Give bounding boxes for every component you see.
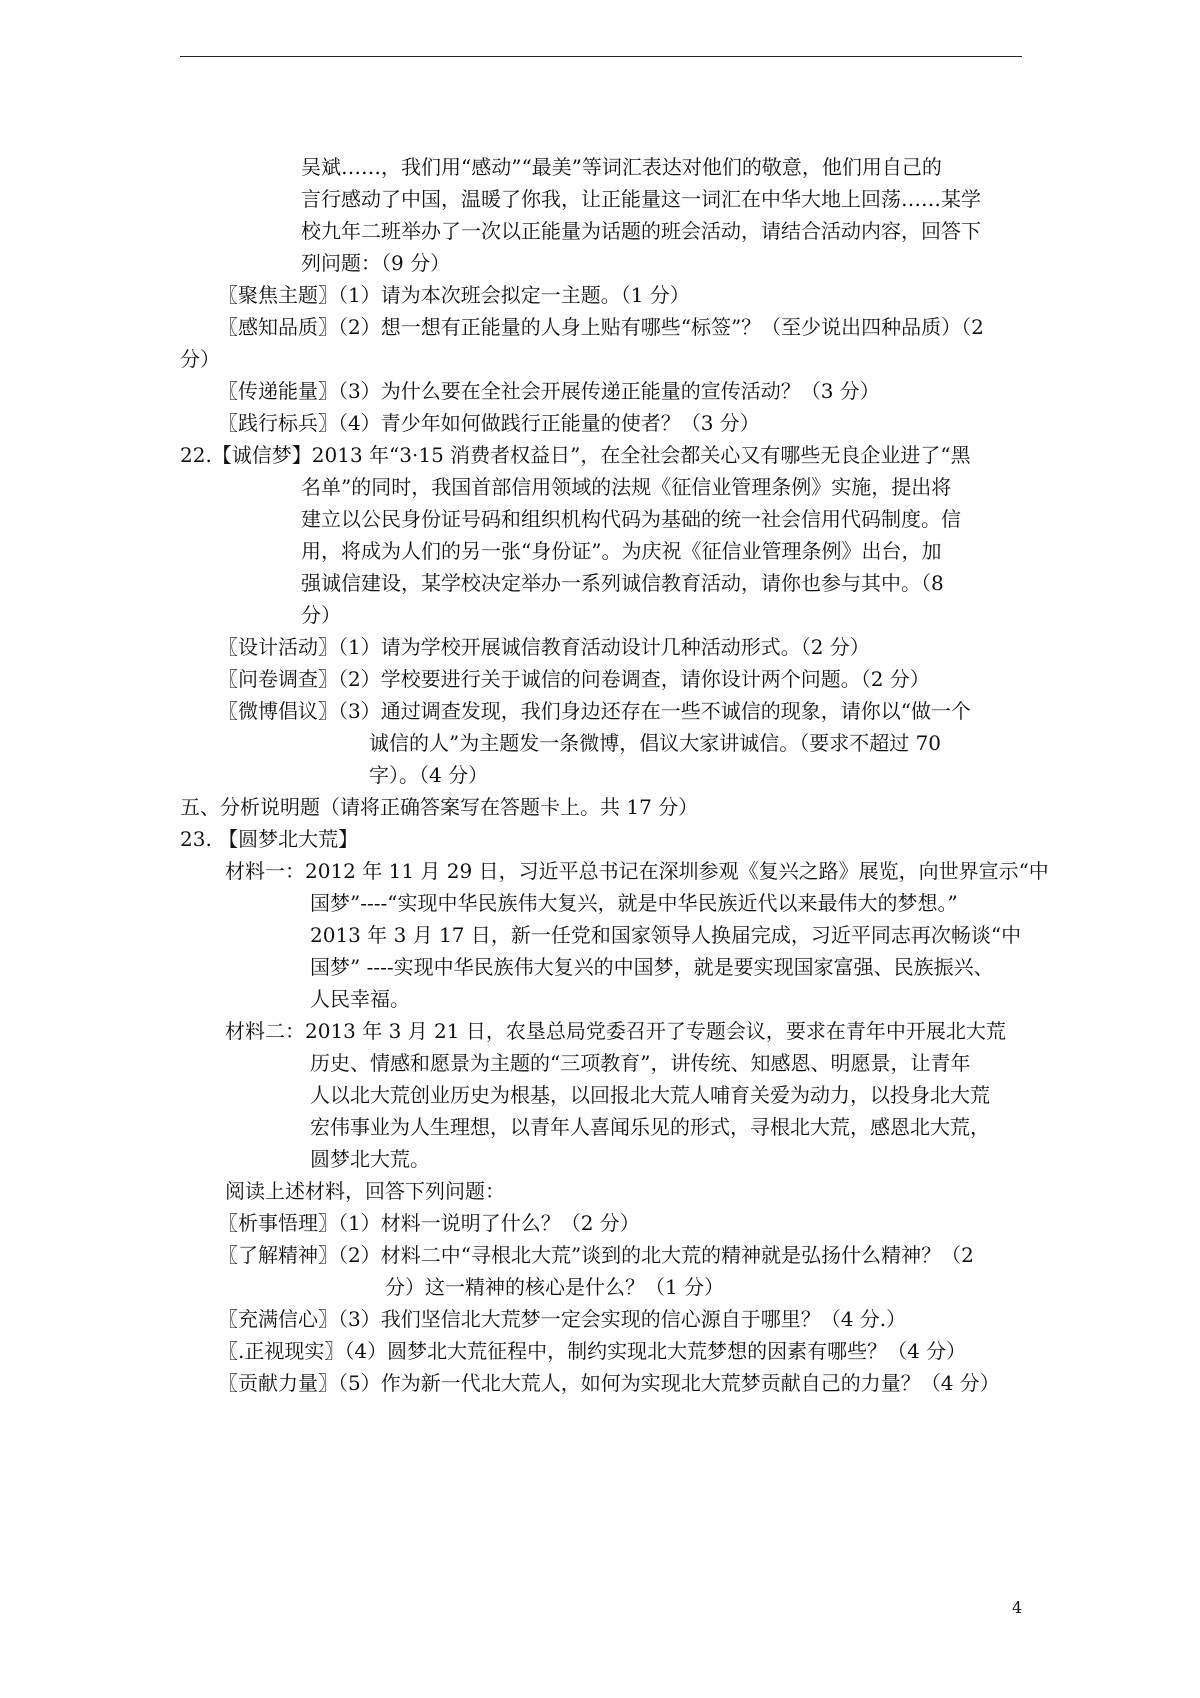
text-line: 名单”的同时，我国首部信用领域的法规《征信业管理条例》实施，提出将 (301, 475, 952, 499)
text-line: 言行感动了中国，温暖了你我，让正能量这一词汇在中华大地上回荡……某学 (301, 187, 981, 211)
text-line: 国梦”----“实现中华民族伟大复兴，就是中华民族近代以来最伟大的梦想。” (310, 891, 958, 915)
text-line: 强诚信建设，某学校决定举办一系列诚信教育活动，请你也参与其中。（8 (301, 571, 944, 595)
text-line: 分）这一精神的核心是什么？（1 分） (385, 1275, 725, 1299)
sub-question: 〖贡献力量〗（5）作为新一代北大荒人，如何为实现北大荒梦贡献自己的力量？（4 分） (218, 1371, 1000, 1395)
sub-question: 〖析事悟理〗（1）材料一说明了什么？（2 分） (218, 1211, 640, 1235)
text-line: 历史、情感和愿景为主题的“三项教育”，讲传统、知感恩、明愿景，让青年 (310, 1051, 971, 1075)
sub-question: 〖设计活动〗（1）请为学校开展诚信教育活动设计几种活动形式。（2 分） (218, 635, 870, 659)
sub-question: 〖践行标兵〗（4）青少年如何做践行正能量的使者？（3 分） (218, 411, 760, 435)
text-line: 人民幸福。 (310, 987, 410, 1011)
text-line: 用，将成为人们的另一张“身份证”。为庆祝《征信业管理条例》出台，加 (301, 539, 942, 563)
question-23-heading: 23. 【圆梦北大荒】 (180, 827, 359, 851)
question-22-heading: 22.【诚信梦】2013 年“3·15 消费者权益日”，在全社会都关心又有哪些无良企业进了“黑 (180, 443, 971, 467)
section-five-heading: 五、分析说明题（请将正确答案写在答题卡上。共 17 分） (180, 795, 699, 819)
text-line: 宏伟事业为人生理想，以青年人喜闻乐见的形式，寻根北大荒，感恩北大荒， (310, 1115, 990, 1139)
text-line: 2013 年 3 月 17 日，新一任党和国家领导人换届完成，习近平同志再次畅谈“中 (310, 923, 1022, 947)
sub-question: 〖问卷调查〗（2）学校要进行关于诚信的问卷调查，请你设计两个问题。（2 分） (218, 667, 930, 691)
reading-instruction: 阅读上述材料，回答下列问题： (225, 1179, 505, 1203)
material-two: 材料二：2013 年 3 月 21 日，农垦总局党委召开了专题会议，要求在青年中开展北大荒 (225, 1019, 1006, 1043)
header-rule (180, 56, 1022, 57)
page-number: 4 (1012, 1598, 1023, 1617)
sub-question: 〖感知品质〗（2）想一想有正能量的人身上贴有哪些“标签”？（至少说出四种品质）（2 (218, 315, 984, 339)
text-line: 字）。（4 分） (369, 763, 489, 787)
text-line: 建立以公民身份证号码和组织机构代码为基础的统一社会信用代码制度。信 (301, 507, 961, 531)
text-line: 人以北大荒创业历史为根基，以回报北大荒人哺育关爱为动力，以投身北大荒 (310, 1083, 990, 1107)
text-line: 诚信的人”为主题发一条微博，倡议大家讲诚信。（要求不超过 70 (369, 731, 942, 755)
sub-question: 〖了解精神〗（2）材料二中“寻根北大荒”谈到的北大荒的精神就是弘扬什么精神？（2 (218, 1243, 974, 1267)
material-one: 材料一：2012 年 11 月 29 日，习近平总书记在深圳参观《复兴之路》展览，向世界宣示“中 (225, 859, 1049, 883)
sub-question: 〖聚焦主题〗（1）请为本次班会拟定一主题。（1 分） (218, 283, 690, 307)
sub-question: 〖充满信心〗（3）我们坚信北大荒梦一定会实现的信心源自于哪里？（4 分.） (218, 1307, 907, 1331)
text-line: 分） (180, 347, 220, 371)
text-line: 圆梦北大荒。 (310, 1147, 430, 1171)
text-line: 校九年二班举办了一次以正能量为话题的班会活动，请结合活动内容，回答下 (301, 219, 981, 243)
sub-question: 〖微博倡议〗（3）通过调查发现，我们身边还存在一些不诚信的现象，请你以“做一个 (218, 699, 971, 723)
text-line: 吴斌……，我们用“感动”“最美”等词汇表达对他们的敬意，他们用自己的 (301, 155, 942, 179)
sub-question: 〖.正视现实〗（4）圆梦北大荒征程中，制约实现北大荒梦想的因素有哪些？（4 分） (218, 1339, 967, 1363)
text-line: 列问题：（9 分） (301, 251, 451, 275)
text-line: 国梦” ----实现中华民族伟大复兴的中国梦，就是要实现国家富强、民族振兴、 (310, 955, 994, 979)
sub-question: 〖传递能量〗（3）为什么要在全社会开展传递正能量的宣传活动？（3 分） (218, 379, 880, 403)
text-line: 分） (301, 603, 341, 627)
